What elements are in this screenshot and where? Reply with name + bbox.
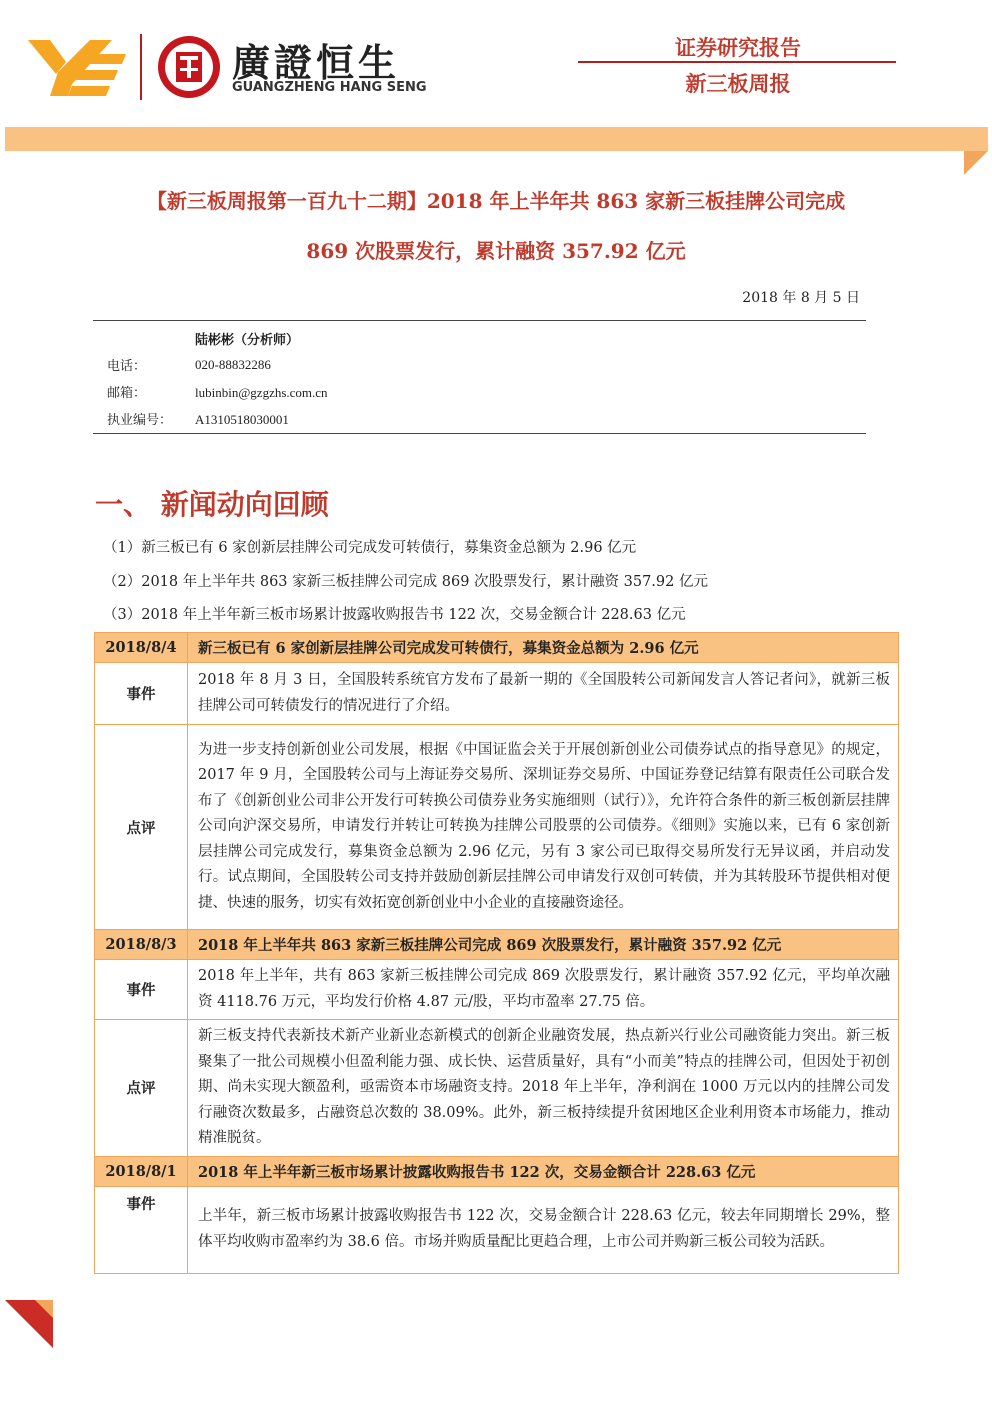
event-label: 事件	[95, 1186, 188, 1273]
hang-seng-seal-icon	[156, 34, 222, 100]
report-title-line-1: 【新三板周报第一百九十二期】2018 年上半年共 863 家新三板挂牌公司完成	[146, 189, 846, 213]
logo-divider	[140, 34, 142, 100]
report-subtype: 新三板周报	[685, 72, 791, 96]
news-date: 2018/8/1	[95, 1156, 188, 1186]
news-header-row	[95, 633, 899, 663]
email-label: 邮箱：	[107, 386, 147, 401]
summary-item: （1）新三板已有 6 家创新层挂牌公司完成发可转债行，募集资金总额为 2.96 亿元	[103, 540, 637, 556]
news-date: 2018/8/4	[95, 633, 188, 663]
news-header-row	[95, 930, 899, 960]
analyst-top-rule	[93, 320, 866, 321]
event-text: 2018 年上半年，共有 863 家新三板挂牌公司完成 869 次股票发行，累计融资 357.92 亿元，平均单次融资 4118.76 万元，平均发行价格 4.87 元/股，平均市盈率 27.75 倍。	[188, 960, 899, 1020]
comment-label: 点评	[95, 1020, 188, 1157]
event-label: 事件	[95, 960, 188, 1020]
header-band-corner	[964, 151, 988, 175]
analyst-bottom-rule	[93, 433, 866, 434]
header-band	[5, 127, 988, 151]
news-headline: 2018 年上半年共 863 家新三板挂牌公司完成 869 次股票发行，累计融资 357.92 亿元	[188, 930, 899, 960]
ye-logo-icon	[28, 38, 128, 98]
event-text: 上半年，新三板市场累计披露收购报告书 122 次，交易金额合计 228.63 亿元，较去年同期增长 29%，整体平均收购市盈率约为 38.6 倍。市场并购质量配比更趋合理，上市公司并购新三板公司较为活跃。	[188, 1186, 899, 1273]
analyst-name: 陆彬彬（分析师）	[195, 333, 300, 348]
summary-item: （3）2018 年上半年新三板市场累计披露收购报告书 122 次，交易金额合计 228.63 亿元	[103, 607, 686, 623]
news-comment-row	[95, 1020, 899, 1157]
news-event-row	[95, 960, 899, 1020]
news-table	[94, 632, 899, 1274]
summary-item: （2）2018 年上半年共 863 家新三板挂牌公司完成 869 次股票发行，累计融资 357.92 亿元	[103, 574, 708, 590]
license-label: 执业编号：	[107, 413, 173, 428]
news-comment-row	[95, 725, 899, 930]
phone-value: 020-88832286	[195, 357, 271, 372]
news-headline: 新三板已有 6 家创新层挂牌公司完成发可转债行，募集资金总额为 2.96 亿元	[188, 633, 899, 663]
news-event-row	[95, 1186, 899, 1273]
phone-label: 电话：	[107, 359, 147, 374]
brand-name-cn: 廣證恒生	[232, 41, 401, 85]
section-heading: 一、 新闻动向回顾	[95, 488, 329, 521]
news-header-row	[95, 1156, 899, 1186]
event-label: 事件	[95, 663, 188, 725]
event-text: 2018 年 8 月 3 日，全国股转系统官方发布了最新一期的《全国股转公司新闻发言人答记者问》，就新三板挂牌公司可转债发行的情况进行了介绍。	[188, 663, 899, 725]
license-value: A1310518030001	[195, 412, 289, 427]
brand-name-en: GUANGZHENG HANG SENG	[232, 80, 427, 95]
email-value[interactable]: lubinbin@gzgzhs.com.cn	[195, 385, 328, 400]
report-title-line-2: 869 次股票发行，累计融资 357.92 亿元	[306, 239, 686, 263]
news-headline: 2018 年上半年新三板市场累计披露收购报告书 122 次，交易金额合计 228.63 亿元	[188, 1156, 899, 1186]
comment-text: 为进一步支持创新创业公司发展，根据《中国证监会关于开展创新创业公司债券试点的指导意见》的规定，2017 年 9 月，全国股转公司与上海证券交易所、深圳证券交易所、中国证券登记结算有限责任公司联合发布了《创新创业公司非公开发行可转换公司债券业务实施细则（试行）》，允许符合条件的新三板创新层挂牌公司向沪深交易所，申请发行并转让可转换为挂牌公司股票的公司债券。《细则》实施以来，已有 6 家创新层挂牌公司完成发行，募集资金总额为 2.96 亿元，另有 3 家公司已取得交易所发行无异议函，并启动发行。试点期间，全国股转公司支持并鼓励创新层挂牌公司申请发行双创可转债，并为其转股环节提供相对便捷、快速的服务，切实有效拓宽创新创业中小企业的直接融资途径。	[188, 725, 899, 930]
report-type: 证券研究报告	[675, 36, 801, 60]
news-date: 2018/8/3	[95, 930, 188, 960]
news-event-row	[95, 663, 899, 725]
comment-text: 新三板支持代表新技术新产业新业态新模式的创新企业融资发展，热点新兴行业公司融资能力突出。新三板聚集了一批公司规模小但盈利能力强、成长快、运营质量好，具有“小而美”特点的挂牌公司，但因处于初创期、尚未实现大额盈利，亟需资本市场融资支持。2018 年上半年，净利润在 1000 万元以内的挂牌公司发行融资次数最多，占融资总次数的 38.09%。此外，新三板持续提升贫困地区企业利用资本市场能力，推动精准脱贫。	[188, 1020, 899, 1157]
header-divider	[578, 61, 896, 63]
comment-label: 点评	[95, 725, 188, 930]
footer-corner-ornament	[5, 1300, 53, 1348]
report-date: 2018 年 8 月 5 日	[742, 290, 860, 306]
